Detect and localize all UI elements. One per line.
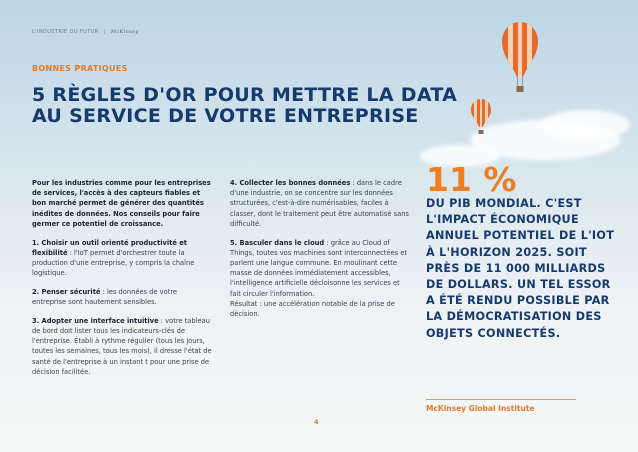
title-line-1: 5 RÈGLES D'OR POUR METTRE LA DATA <box>32 84 458 106</box>
rule-item <box>32 287 212 307</box>
rule-text: : l'IoT permet d'orchestrer toute la production d'une entreprise, y compris la chaîne logistique. <box>32 248 195 278</box>
header-section: L'INDUSTRIE DU FUTUR <box>32 29 99 35</box>
cloud-decoration <box>540 110 630 140</box>
hot-air-balloon-icon <box>470 98 492 138</box>
header-separator: | <box>103 29 106 35</box>
section-kicker: BONNES PRATIQUES <box>32 64 128 73</box>
rule-item <box>32 316 212 377</box>
brand-logo: McKinsey <box>110 29 139 35</box>
rule-item <box>230 238 410 299</box>
stat-value: 11 % <box>426 160 517 199</box>
rule-heading: 5. Basculer dans le cloud <box>230 238 325 247</box>
rule-heading: 3. Adopter une interface intuitive <box>32 316 159 325</box>
intro-paragraph <box>32 178 212 229</box>
hot-air-balloon-icon <box>500 20 540 102</box>
rule-heading: 1. Choisir un outil orienté productivité et flexibilité <box>32 238 187 257</box>
rule-text: : votre tableau de bord doit lister tous les indicateurs-clés de l'entreprise. Établi à rythme régulier (tous les jours, toutes les semaines, tous les mois), il dresse l'état de santé de l'entreprise à un instant t pour une prise de décision facilitée. <box>32 316 212 376</box>
text-column-middle <box>230 178 410 328</box>
title-line-2: AU SERVICE DE VOTRE ENTREPRISE <box>32 105 419 127</box>
rule-text: : dans le cadre d'une industrie, on se concentre sur les données structurées, c'est-à-dire numérisables, faciles à classer, dont le traitement peut être automatisé sans difficulté. <box>230 179 409 228</box>
rule-heading: 2. Penser sécurité <box>32 287 101 296</box>
rule-text: : grâce au Cloud of Things, toutes vos machines sont interconnectées et parlent une langue commune. En moulinant cette masse de données immédiatement accessibles, l'intelligence artificielle décloisonne les services et fait circuler l'information. <box>230 238 407 298</box>
rule-item <box>32 238 212 279</box>
stat-source: McKinsey Global Institute <box>426 404 535 413</box>
stat-description: DU PIB MONDIAL. C'EST L'IMPACT ÉCONOMIQUE ANNUEL POTENTIEL DE L'IOT À L'HORIZON 2025. SOIT PRÈS DE 11 000 MILLIARDS DE DOLLARS. UN TEL ESSOR A ÉTÉ RENDU POSSIBLE PAR LA DÉMOCRATISATION DES OBJETS CONNECTÉS. <box>426 197 615 340</box>
result-text: Résultat : une accélération notable de la prise de décision. <box>230 299 395 318</box>
text-column-left <box>32 178 212 385</box>
rule-item <box>230 178 410 229</box>
running-header <box>32 29 139 35</box>
intro-text: Pour les industries comme pour les entreprises de services, l'accès à des capteurs fiables et bon marché permet de générer des quantités inédites de données. Nos conseils pour faire germer ce potentiel de croissance. <box>32 179 211 228</box>
rule-text: : les données de votre entreprise sont hautement sensibles. <box>32 287 178 307</box>
page-number: 4 <box>314 418 319 426</box>
rule-heading: 4. Collecter les bonnes données <box>230 179 351 187</box>
page-title <box>32 85 472 127</box>
divider <box>426 399 576 400</box>
